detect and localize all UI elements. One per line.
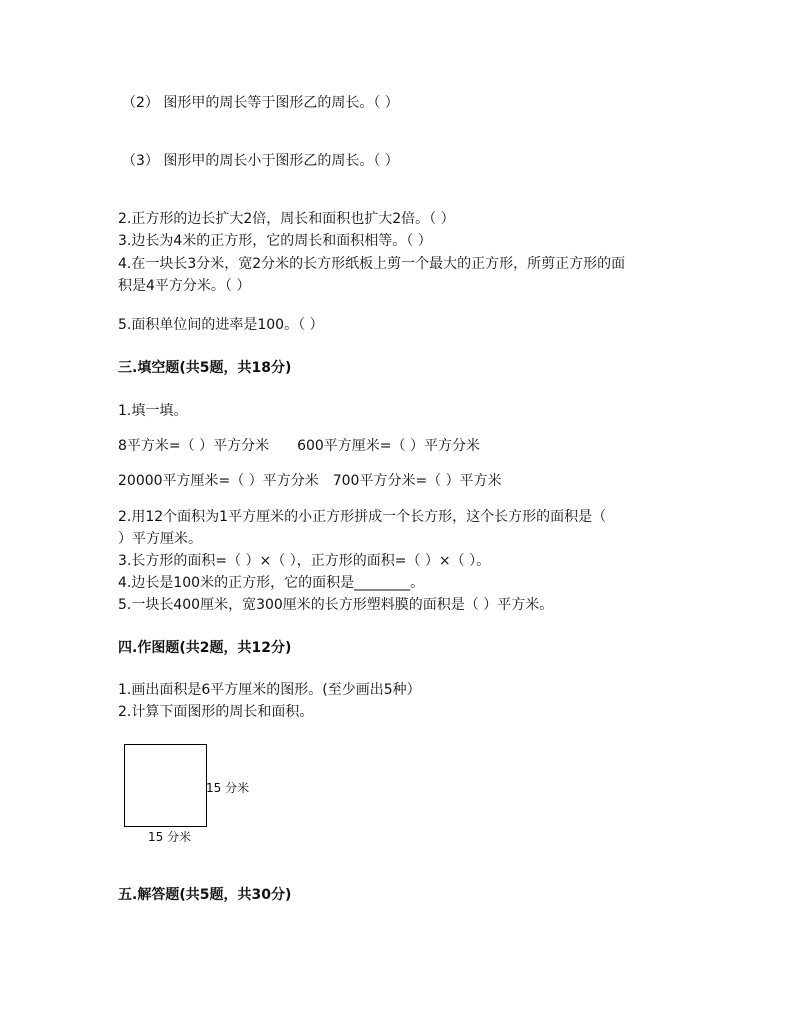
fill-question-1-row-2: 20000平方厘米=（ ）平方分米 700平方分米=（ ）平方米 [118,473,502,489]
section-5-title: 五.解答题(共5题，共30分) [118,887,292,903]
square-figure [124,744,207,827]
fill-question-2-line-1: 2.用12个面积为1平方厘米的小正方形拼成一个长方形，这个长方形的面积是（ [118,509,607,525]
fill-question-4: 4.边长是100米的正方形，它的面积是________。 [118,575,425,591]
section-3-title: 三.填空题(共5题，共18分) [118,360,292,376]
question-5: 5.面积单位间的进率是100。（ ） [118,317,324,333]
section-4-title: 四.作图题(共2题，共12分) [118,640,292,656]
question-4-line-1: 4.在一块长3分米，宽2分米的长方形纸板上剪一个最大的正方形，所剪正方形的面 [118,256,626,272]
fill-question-1: 1.填一填。 [118,403,188,419]
fill-question-2-line-2: ）平方厘米。 [118,531,202,547]
judge-item-2: （2） 图形甲的周长等于图形乙的周长。（ ） [122,95,399,111]
fill-question-5: 5.一块长400厘米，宽300厘米的长方形塑料膜的面积是（ ）平方米。 [118,597,554,613]
judge-item-3: （3） 图形甲的周长小于图形乙的周长。（ ） [122,153,399,169]
square-side-label: 15 分米 [206,781,250,795]
square-bottom-label: 15 分米 [148,830,192,844]
fill-question-3: 3.长方形的面积=（ ）×（ ），正方形的面积=（ ）×（ ）。 [118,553,491,569]
question-4-line-2: 积是4平方分米。（ ） [118,278,251,294]
fill-question-1-row-1: 8平方米=（ ）平方分米 600平方厘米=（ ）平方分米 [118,438,480,454]
question-2: 2.正方形的边长扩大2倍，周长和面积也扩大2倍。（ ） [118,211,455,227]
question-3: 3.边长为4米的正方形，它的周长和面积相等。（ ） [118,233,432,249]
draw-question-2: 2.计算下面图形的周长和面积。 [118,704,314,720]
draw-question-1: 1.画出面积是6平方厘米的图形。(至少画出5种） [118,682,421,698]
